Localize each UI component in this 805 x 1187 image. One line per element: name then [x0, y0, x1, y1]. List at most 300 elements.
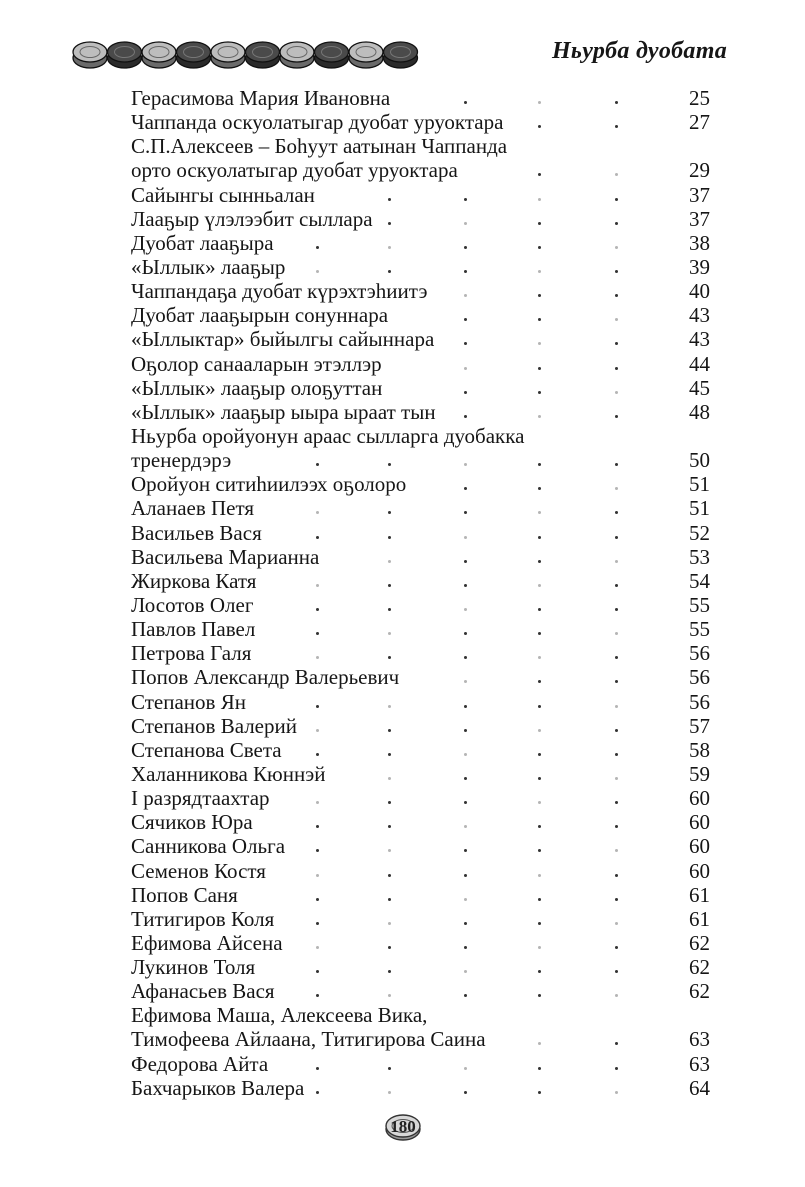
leader-dot — [464, 994, 467, 997]
leader-dot — [388, 463, 391, 466]
leader-dot — [388, 849, 391, 852]
leader-dot — [538, 705, 541, 708]
leader-dot — [615, 1091, 618, 1094]
checker-piece-icon — [142, 42, 176, 68]
toc-entry-title: Ефимова Маша, Алексеева Вика, — [131, 1003, 428, 1028]
toc-entry-title: Ефимова Айсена — [131, 930, 283, 955]
toc-entry-page: 64 — [689, 1075, 710, 1100]
toc-entry — [131, 1003, 716, 1051]
toc-entry-page: 53 — [689, 544, 710, 569]
leader-dot — [538, 391, 541, 394]
toc-entry-line — [131, 545, 716, 569]
toc-entry-page: 62 — [689, 930, 710, 955]
toc-entry-title: Жиркова Катя — [131, 568, 257, 593]
toc-entry-title: Афанасьев Вася — [131, 979, 275, 1004]
leader-dot — [316, 825, 319, 828]
leader-dot — [388, 560, 391, 563]
toc-entry — [131, 690, 716, 714]
leader-dot — [538, 173, 541, 176]
leader-dot — [538, 125, 541, 128]
leader-dot — [538, 825, 541, 828]
leader-dot — [538, 608, 541, 611]
leader-dot — [388, 801, 391, 804]
leader-dot — [316, 994, 319, 997]
toc-entry-page: 58 — [689, 737, 710, 762]
leader-dot — [615, 946, 618, 949]
leader-dot — [388, 946, 391, 949]
table-of-contents — [131, 86, 716, 1100]
leader-dot — [538, 270, 541, 273]
leader-dot — [538, 753, 541, 756]
leader-dot — [615, 415, 618, 418]
leader-dot — [464, 487, 467, 490]
leader-dot — [538, 729, 541, 732]
toc-entry-title: Дуобат лааҕырын сонуннара — [131, 303, 389, 328]
toc-entry — [131, 424, 716, 472]
toc-entry-title: С.П.Алексеев – Боhуут аатынан Чаппанда — [131, 134, 508, 159]
toc-entry-title: «Ыллыктар» быйылгы сайыннара — [131, 327, 435, 352]
leader-dot — [316, 656, 319, 659]
leader-dot — [464, 705, 467, 708]
toc-entry-title: Сайынгы сынньалан — [131, 182, 315, 207]
leader-dot — [464, 825, 467, 828]
toc-entry-line — [131, 255, 716, 279]
leader-dot — [464, 898, 467, 901]
toc-entry-line — [131, 231, 716, 255]
leader-dot — [464, 342, 467, 345]
toc-entry-title: Оҕолор санааларын этэллэр — [131, 351, 382, 376]
toc-entry-line — [131, 134, 716, 158]
toc-entry-page: 44 — [689, 351, 710, 376]
toc-entry-line — [131, 279, 716, 303]
toc-entry-title: Семенов Костя — [131, 858, 266, 883]
leader-dot — [388, 777, 391, 780]
leader-dot — [538, 198, 541, 201]
leader-dot — [538, 970, 541, 973]
leader-dot — [388, 970, 391, 973]
toc-entry — [131, 400, 716, 424]
toc-entry-page: 61 — [689, 882, 710, 907]
leader-dot — [538, 1067, 541, 1070]
leader-dot — [615, 487, 618, 490]
toc-entry-line — [131, 1052, 716, 1076]
checker-piece-icon — [177, 42, 211, 68]
toc-entry-page: 37 — [689, 182, 710, 207]
toc-entry — [131, 641, 716, 665]
leader-dot — [388, 874, 391, 877]
leader-dot — [538, 632, 541, 635]
toc-entry-line — [131, 496, 716, 520]
leader-dot — [538, 1042, 541, 1045]
leader-dot — [538, 342, 541, 345]
leader-dot — [316, 270, 319, 273]
toc-entry-title: I разрядтаахтар — [131, 786, 270, 811]
toc-entry-line — [131, 810, 716, 834]
toc-entry — [131, 545, 716, 569]
toc-entry-title: Санникова Ольга — [131, 834, 286, 859]
toc-entry — [131, 810, 716, 834]
toc-entry-line — [131, 617, 716, 641]
toc-entry — [131, 907, 716, 931]
toc-entry-line — [131, 641, 716, 665]
leader-dot — [538, 849, 541, 852]
toc-entry — [131, 762, 716, 786]
toc-entry-page: 56 — [689, 641, 710, 666]
leader-dot — [316, 608, 319, 611]
leader-dot — [388, 511, 391, 514]
toc-entry-line — [131, 207, 716, 231]
leader-dot — [316, 246, 319, 249]
leader-dot — [615, 898, 618, 901]
toc-entry — [131, 207, 716, 231]
toc-entry-page: 62 — [689, 979, 710, 1004]
toc-entry-line — [131, 472, 716, 496]
leader-dot — [538, 922, 541, 925]
leader-dot — [615, 777, 618, 780]
toc-entry-line — [131, 158, 716, 182]
leader-dot — [615, 801, 618, 804]
leader-dot — [464, 415, 467, 418]
leader-dot — [538, 801, 541, 804]
leader-dot — [615, 849, 618, 852]
toc-entry-title: Степанов Ян — [131, 689, 246, 714]
toc-entry-title: орто оскуолатыгар дуобат уруоктара — [131, 158, 458, 183]
toc-entry — [131, 714, 716, 738]
leader-dot — [316, 922, 319, 925]
leader-dot — [464, 584, 467, 587]
leader-dot — [615, 994, 618, 997]
leader-dot — [388, 1091, 391, 1094]
toc-entry-title: «Ыллык» лааҕыр олоҕуттан — [131, 375, 383, 400]
leader-dot — [464, 318, 467, 321]
toc-entry-page: 43 — [689, 327, 710, 352]
toc-entry-line — [131, 1003, 716, 1027]
toc-entry-page: 45 — [689, 375, 710, 400]
toc-entry-title: тренердэрэ — [131, 448, 232, 473]
toc-entry-line — [131, 352, 716, 376]
leader-dot — [464, 1067, 467, 1070]
leader-dot — [316, 898, 319, 901]
leader-dot — [538, 487, 541, 490]
checker-piece-icon — [384, 42, 418, 68]
leader-dot — [316, 874, 319, 877]
toc-entry-page: 29 — [689, 158, 710, 183]
toc-entry-title: Васильева Марианна — [131, 544, 320, 569]
leader-dot — [615, 1067, 618, 1070]
leader-dot — [464, 222, 467, 225]
toc-entry-line — [131, 762, 716, 786]
toc-entry — [131, 521, 716, 545]
toc-entry-line — [131, 424, 716, 448]
toc-entry — [131, 617, 716, 641]
leader-dot — [464, 970, 467, 973]
toc-entry — [131, 231, 716, 255]
leader-dot — [615, 294, 618, 297]
toc-entry-page: 27 — [689, 110, 710, 135]
toc-entry — [131, 86, 716, 110]
toc-entry-title: Ньурба оройуонун араас сылларга дуобакка — [131, 423, 525, 448]
toc-entry-title: Попов Саня — [131, 882, 238, 907]
leader-dot — [615, 463, 618, 466]
checker-piece-icon — [246, 42, 280, 68]
toc-entry — [131, 834, 716, 858]
leader-dot — [615, 198, 618, 201]
toc-entry-line — [131, 521, 716, 545]
toc-entry-page: 55 — [689, 592, 710, 617]
toc-entry-title: Федорова Айта — [131, 1051, 269, 1076]
toc-entry-page: 40 — [689, 279, 710, 304]
leader-dot — [464, 753, 467, 756]
leader-dot — [464, 391, 467, 394]
leader-dot — [388, 608, 391, 611]
leader-dot — [388, 198, 391, 201]
toc-entry-title: Дуобат лааҕыра — [131, 230, 274, 255]
leader-dot — [615, 511, 618, 514]
leader-dot — [615, 270, 618, 273]
toc-entry-line — [131, 931, 716, 955]
toc-entry-page: 63 — [689, 1051, 710, 1076]
leader-dot — [464, 511, 467, 514]
leader-dot — [388, 994, 391, 997]
toc-entry-page: 60 — [689, 810, 710, 835]
leader-dot — [316, 1067, 319, 1070]
toc-entry-title: Лосотов Олег — [131, 592, 254, 617]
leader-dot — [538, 874, 541, 877]
leader-dot — [538, 536, 541, 539]
toc-entry-line — [131, 569, 716, 593]
leader-dot — [464, 632, 467, 635]
leader-dot — [464, 680, 467, 683]
toc-entry-title: Попов Александр Валерьевич — [131, 665, 400, 690]
leader-dot — [388, 656, 391, 659]
leader-dot — [316, 849, 319, 852]
leader-dot — [464, 294, 467, 297]
leader-dot — [464, 560, 467, 563]
toc-entry-line — [131, 303, 716, 327]
leader-dot — [538, 318, 541, 321]
toc-entry-line — [131, 907, 716, 931]
leader-dot — [316, 584, 319, 587]
leader-dot — [538, 898, 541, 901]
leader-dot — [388, 705, 391, 708]
toc-entry-title: Аланаев Петя — [131, 496, 255, 521]
toc-entry-page: 38 — [689, 230, 710, 255]
toc-entry-page: 57 — [689, 713, 710, 738]
leader-dot — [615, 632, 618, 635]
toc-entry — [131, 376, 716, 400]
toc-entry-line — [131, 376, 716, 400]
leader-dot — [615, 608, 618, 611]
leader-dot — [615, 656, 618, 659]
toc-entry-line — [131, 786, 716, 810]
toc-entry-page: 54 — [689, 568, 710, 593]
toc-entry-page: 48 — [689, 399, 710, 424]
leader-dot — [316, 536, 319, 539]
leader-dot — [615, 560, 618, 563]
toc-entry-page: 60 — [689, 858, 710, 883]
leader-dot — [464, 922, 467, 925]
leader-dot — [388, 922, 391, 925]
leader-dot — [615, 391, 618, 394]
toc-entry-line — [131, 665, 716, 689]
running-title: Ньурба дуобата — [551, 38, 727, 64]
leader-dot — [538, 294, 541, 297]
page-number: 180 — [390, 1117, 416, 1136]
leader-dot — [615, 729, 618, 732]
toc-entry — [131, 883, 716, 907]
toc-entry-title: Чаппандаҕа дуобат күрэхтэhиитэ — [131, 279, 428, 304]
leader-dot — [615, 1042, 618, 1045]
checker-piece-icon — [73, 42, 107, 68]
toc-entry — [131, 738, 716, 762]
leader-dot — [464, 198, 467, 201]
leader-dot — [464, 536, 467, 539]
leader-dot — [388, 825, 391, 828]
toc-entry — [131, 665, 716, 689]
toc-entry-page: 37 — [689, 206, 710, 231]
leader-dot — [615, 874, 618, 877]
leader-dot — [388, 753, 391, 756]
toc-entry — [131, 931, 716, 955]
toc-entry-page: 62 — [689, 955, 710, 980]
leader-dot — [538, 680, 541, 683]
leader-dot — [538, 101, 541, 104]
leader-dot — [538, 463, 541, 466]
toc-entry — [131, 472, 716, 496]
toc-entry-page: 63 — [689, 1027, 710, 1052]
toc-entry-title: «Ыллык» лааҕыр — [131, 254, 286, 279]
leader-dot — [464, 874, 467, 877]
leader-dot — [615, 318, 618, 321]
toc-entry-line — [131, 110, 716, 134]
leader-dot — [615, 825, 618, 828]
leader-dot — [316, 1091, 319, 1094]
leader-dot — [538, 656, 541, 659]
leader-dot — [538, 415, 541, 418]
checker-piece-icon — [349, 42, 383, 68]
checker-piece-icon — [315, 42, 349, 68]
toc-entry — [131, 110, 716, 134]
leader-dot — [388, 270, 391, 273]
leader-dot — [316, 801, 319, 804]
leader-dot — [538, 560, 541, 563]
toc-entry-page: 56 — [689, 665, 710, 690]
toc-entry-page: 39 — [689, 254, 710, 279]
toc-entry-line — [131, 955, 716, 979]
leader-dot — [538, 367, 541, 370]
toc-entry-page: 25 — [689, 86, 710, 110]
leader-dot — [464, 729, 467, 732]
toc-entry-line — [131, 883, 716, 907]
toc-entry-title: Герасимова Мария Ивановна — [131, 86, 391, 110]
leader-dot — [615, 173, 618, 176]
leader-dot — [316, 946, 319, 949]
toc-entry-page: 55 — [689, 617, 710, 642]
toc-entry-title: «Ыллык» лааҕыр ыыра ыраат тын — [131, 399, 436, 424]
leader-dot — [615, 680, 618, 683]
toc-entry-title: Лукинов Толя — [131, 955, 256, 980]
toc-entry-page: 51 — [689, 496, 710, 521]
toc-entry — [131, 279, 716, 303]
toc-entry — [131, 496, 716, 520]
toc-entry-line — [131, 979, 716, 1003]
toc-entry — [131, 593, 716, 617]
leader-dot — [316, 705, 319, 708]
leader-dot — [464, 849, 467, 852]
toc-entry-title: Петрова Галя — [131, 641, 252, 666]
checker-piece-icon — [108, 42, 142, 68]
toc-entry — [131, 255, 716, 279]
toc-entry-line — [131, 593, 716, 617]
leader-dot — [615, 101, 618, 104]
toc-entry-page: 50 — [689, 448, 710, 473]
leader-dot — [388, 584, 391, 587]
toc-entry-page: 60 — [689, 834, 710, 859]
leader-dot — [388, 729, 391, 732]
toc-entry-line — [131, 1076, 716, 1100]
toc-entry — [131, 327, 716, 351]
toc-entry-title: Лааҕыр үлэлээбит сыллара — [131, 206, 373, 231]
leader-dot — [316, 729, 319, 732]
toc-entry-line — [131, 400, 716, 424]
leader-dot — [615, 246, 618, 249]
toc-entry-title: Халанникова Кюннэй — [131, 761, 326, 786]
toc-entry-line — [131, 86, 716, 110]
leader-dot — [538, 246, 541, 249]
leader-dot — [388, 222, 391, 225]
leader-dot — [388, 536, 391, 539]
leader-dot — [388, 246, 391, 249]
leader-dot — [464, 101, 467, 104]
toc-entry-title: Титигиров Коля — [131, 906, 275, 931]
leader-dot — [538, 222, 541, 225]
leader-dot — [615, 342, 618, 345]
leader-dot — [464, 246, 467, 249]
leader-dot — [464, 777, 467, 780]
leader-dot — [316, 632, 319, 635]
leader-dot — [464, 608, 467, 611]
toc-entry-title: Васильев Вася — [131, 520, 262, 545]
checker-pieces-ornament-icon — [70, 34, 430, 74]
toc-entry-line — [131, 448, 716, 472]
leader-dot — [538, 511, 541, 514]
toc-entry — [131, 352, 716, 376]
leader-dot — [615, 922, 618, 925]
leader-dot — [316, 511, 319, 514]
leader-dot — [464, 463, 467, 466]
toc-entry — [131, 979, 716, 1003]
leader-dot — [388, 632, 391, 635]
toc-entry — [131, 859, 716, 883]
leader-dot — [316, 753, 319, 756]
leader-dot — [464, 946, 467, 949]
leader-dot — [464, 656, 467, 659]
leader-dot — [388, 1067, 391, 1070]
toc-entry-title: Степанов Валерий — [131, 713, 297, 738]
leader-dot — [615, 367, 618, 370]
toc-entry-title: Бахчарыков Валера — [131, 1075, 305, 1100]
toc-entry-title: Сячиков Юра — [131, 810, 253, 835]
toc-entry-line — [131, 834, 716, 858]
toc-entry-title: Павлов Павел — [131, 617, 256, 642]
toc-entry — [131, 134, 716, 182]
toc-entry — [131, 183, 716, 207]
page-footer — [0, 1108, 805, 1148]
leader-dot — [615, 536, 618, 539]
toc-entry-page: 60 — [689, 786, 710, 811]
leader-dot — [538, 777, 541, 780]
leader-dot — [316, 463, 319, 466]
